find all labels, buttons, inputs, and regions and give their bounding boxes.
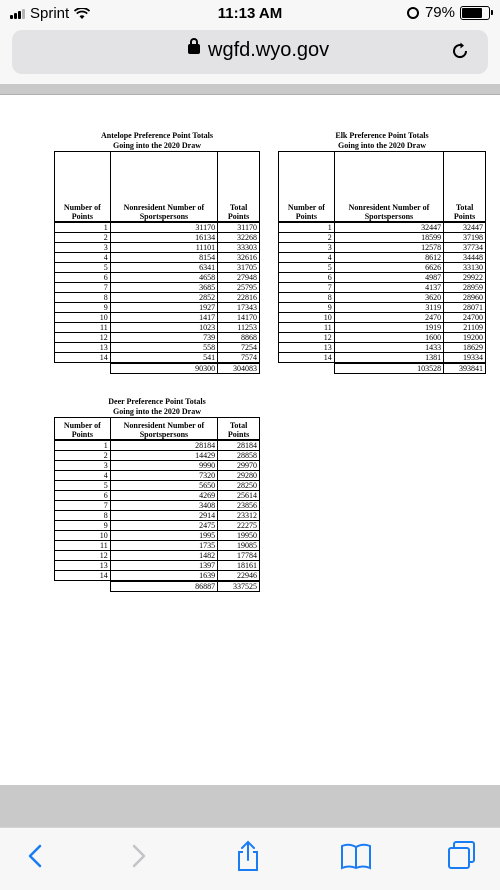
status-bar [0,0,500,26]
points-cell: 7 [279,282,335,292]
address-bar[interactable] [12,30,488,74]
alarm-icon [407,7,419,19]
points-cell: 7 [55,282,111,292]
table-row [279,242,486,252]
total-points-cell: 32447 [444,222,486,233]
points-cell: 11 [55,322,111,332]
table-row [55,520,260,530]
sportspersons-cell: 2470 [334,312,443,322]
points-cell: 2 [55,232,111,242]
total-row [279,363,486,374]
table-row [55,332,260,342]
table-row [279,342,486,352]
table-row [279,332,486,342]
table-row [279,232,486,242]
chevron-left-icon[interactable] [18,838,54,874]
total-points-cell: 8868 [218,332,260,342]
table-row [55,322,260,332]
table-row [55,292,260,302]
table-row [55,282,260,292]
sportspersons-cell: 4137 [334,282,443,292]
table-row [55,530,260,540]
total-points-cell: 37198 [444,232,486,242]
points-cell: 14 [55,570,111,581]
sportspersons-cell: 1417 [110,312,217,322]
total-points-cell: 22816 [218,292,260,302]
chevron-right-icon[interactable] [120,838,156,874]
battery-info [407,4,490,21]
points-cell: 1 [55,222,111,233]
table-row [55,480,260,490]
points-cell: 3 [55,460,111,470]
total-points-cell: 22275 [218,520,260,530]
deer-table [54,417,260,592]
table-row [55,470,260,480]
points-cell: 12 [55,550,111,560]
browser-toolbar [0,827,500,890]
table-row [55,262,260,272]
table-row [55,440,260,451]
points-cell: 13 [279,342,335,352]
clock: 11:13 AM [217,5,283,22]
document-page [0,95,500,785]
points-cell: 8 [55,510,111,520]
total-points-cell: 17343 [218,302,260,312]
battery-percent: 79% [424,4,455,21]
col-sportspersons-header: Nonresident Number of Sportspersons [110,418,217,440]
sportspersons-cell: 6341 [110,262,217,272]
col-points-header: Number of Points [55,418,111,440]
points-cell: 8 [279,292,335,302]
sportspersons-cell: 3685 [110,282,217,292]
elk-table [278,151,486,374]
total-points-cell: 29280 [218,470,260,480]
table-row [279,252,486,262]
col-sportspersons-header: Nonresident Number of Sportspersons [110,152,217,222]
sportspersons-cell: 1397 [110,560,217,570]
total-points-cell: 18629 [444,342,486,352]
total-points-cell: 19950 [218,530,260,540]
points-cell: 5 [55,480,111,490]
sportspersons-cell: 1735 [110,540,217,550]
carrier-label: Sprint [30,5,70,22]
points-cell: 11 [55,540,111,550]
elk-subtitle: Going into the 2020 Draw [338,141,426,150]
table-row [55,560,260,570]
total-points-cell: 28184 [218,440,260,451]
table-row [55,540,260,550]
table-row [279,312,486,322]
points-cell: 6 [55,272,111,282]
col-total-header: Total Points [444,152,486,222]
total-points-cell: 29922 [444,272,486,282]
points-cell: 12 [279,332,335,342]
total-points-cell: 14170 [218,312,260,322]
points-cell: 6 [279,272,335,282]
sportspersons-cell: 4269 [110,490,217,500]
table-row [55,550,260,560]
points-cell: 9 [55,520,111,530]
points-cell: 10 [55,530,111,540]
table-row [55,272,260,282]
antelope-table [54,151,260,374]
antelope-title: Antelope Preference Point Totals [101,131,213,140]
sportspersons-cell: 1639 [110,570,217,581]
table-row [55,460,260,470]
total-points-cell: 22946 [218,570,260,581]
table-row [55,352,260,363]
col-points-header: Number of Points [279,152,335,222]
sportspersons-cell: 12578 [334,242,443,252]
points-cell: 8 [55,292,111,302]
sportspersons-cell: 1600 [334,332,443,342]
table-row [279,322,486,332]
page-bottom-margin [0,785,500,827]
points-cell: 9 [55,302,111,312]
total-points-cell: 33303 [218,242,260,252]
total-points-cell: 23856 [218,500,260,510]
points-total-cell: 393841 [444,363,486,374]
points-cell: 2 [55,450,111,460]
table-row [55,570,260,581]
total-points-cell: 28959 [444,282,486,292]
total-points-cell: 33130 [444,262,486,272]
sportspersons-cell: 2852 [110,292,217,302]
total-row [55,363,260,374]
total-points-cell: 23312 [218,510,260,520]
sportspersons-cell: 3620 [334,292,443,302]
col-sportspersons-header: Nonresident Number of Sportspersons [334,152,443,222]
points-cell: 6 [55,490,111,500]
table-row [55,450,260,460]
sportspersons-cell: 1927 [110,302,217,312]
antelope-table-block [54,131,260,374]
total-points-cell: 28960 [444,292,486,302]
sportspersons-cell: 9990 [110,460,217,470]
table-row [279,272,486,282]
deer-subtitle: Going into the 2020 Draw [113,407,201,416]
sportspersons-total-cell: 86887 [110,581,217,592]
sportspersons-cell: 558 [110,342,217,352]
points-cell: 14 [279,352,335,363]
total-points-cell: 7254 [218,342,260,352]
book-icon[interactable] [338,838,374,874]
lock-icon [188,44,200,54]
points-cell: 2 [279,232,335,242]
sportspersons-cell: 32447 [334,222,443,233]
antelope-subtitle: Going into the 2020 Draw [113,141,201,150]
sportspersons-cell: 1433 [334,342,443,352]
total-points-cell: 31170 [218,222,260,233]
table-row [55,490,260,500]
sportspersons-cell: 6626 [334,262,443,272]
total-points-cell: 24700 [444,312,486,322]
reload-icon[interactable] [450,41,470,61]
points-total-cell: 337525 [218,581,260,592]
total-row [55,581,260,592]
sportspersons-cell: 3119 [334,302,443,312]
table-row [55,242,260,252]
table-row [279,262,486,272]
sportspersons-cell: 3408 [110,500,217,510]
total-points-cell: 11253 [218,322,260,332]
table-row [279,352,486,363]
table-row [55,312,260,322]
points-cell: 3 [55,242,111,252]
points-cell: 5 [279,262,335,272]
total-points-cell: 37734 [444,242,486,252]
total-points-cell: 19334 [444,352,486,363]
share-icon[interactable] [230,838,266,874]
points-cell: 13 [55,560,111,570]
sportspersons-cell: 4658 [110,272,217,282]
page-top-margin [0,84,500,95]
points-cell: 1 [279,222,335,233]
sportspersons-cell: 18599 [334,232,443,242]
points-cell: 10 [55,312,111,322]
blank-cell [279,363,335,374]
total-points-cell: 32268 [218,232,260,242]
address-bar-area [0,26,500,84]
total-points-cell: 31705 [218,262,260,272]
sportspersons-cell: 28184 [110,440,217,451]
total-points-cell: 21109 [444,322,486,332]
points-cell: 14 [55,352,111,363]
url-host[interactable]: wgfd.wyo.gov [208,39,330,61]
total-points-cell: 19200 [444,332,486,342]
sportspersons-cell: 739 [110,332,217,342]
table-row [279,222,486,233]
points-cell: 7 [55,500,111,510]
sportspersons-total-cell: 103528 [334,363,443,374]
col-total-header: Total Points [218,152,260,222]
total-points-cell: 18161 [218,560,260,570]
total-points-cell: 28071 [444,302,486,312]
table-row [55,302,260,312]
table-row [279,302,486,312]
points-cell: 4 [55,252,111,262]
sportspersons-cell: 5650 [110,480,217,490]
points-cell: 4 [55,470,111,480]
points-cell: 3 [279,242,335,252]
col-total-header: Total Points [218,418,260,440]
sportspersons-cell: 31170 [110,222,217,233]
sportspersons-cell: 1023 [110,322,217,332]
points-cell: 13 [55,342,111,352]
points-cell: 10 [279,312,335,322]
total-points-cell: 27948 [218,272,260,282]
sportspersons-cell: 11101 [110,242,217,252]
table-row [55,222,260,233]
total-points-cell: 25614 [218,490,260,500]
total-points-cell: 34448 [444,252,486,262]
deer-title: Deer Preference Point Totals [108,397,206,406]
sportspersons-cell: 1482 [110,550,217,560]
deer-table-block [54,397,260,592]
total-points-cell: 25795 [218,282,260,292]
total-points-cell: 28858 [218,450,260,460]
sportspersons-cell: 2475 [110,520,217,530]
sportspersons-cell: 1381 [334,352,443,363]
total-points-cell: 29970 [218,460,260,470]
points-cell: 4 [279,252,335,262]
table-row [279,282,486,292]
sportspersons-total-cell: 90300 [110,363,217,374]
table-row [55,232,260,242]
points-total-cell: 304083 [218,363,260,374]
table-row [55,510,260,520]
sportspersons-cell: 7320 [110,470,217,480]
sportspersons-cell: 1919 [334,322,443,332]
sportspersons-cell: 2914 [110,510,217,520]
table-row [55,342,260,352]
blank-cell [55,363,111,374]
col-points-header: Number of Points [55,152,111,222]
battery-icon [460,6,490,20]
points-cell: 1 [55,440,111,451]
sportspersons-cell: 14429 [110,450,217,460]
points-cell: 11 [279,322,335,332]
total-points-cell: 28250 [218,480,260,490]
table-row [55,252,260,262]
table-row [279,292,486,302]
elk-table-block [278,131,486,374]
elk-title: Elk Preference Point Totals [335,131,429,140]
sportspersons-cell: 16134 [110,232,217,242]
sportspersons-cell: 4987 [334,272,443,282]
points-cell: 5 [55,262,111,272]
table-row [55,500,260,510]
total-points-cell: 32616 [218,252,260,262]
points-cell: 9 [279,302,335,312]
total-points-cell: 7574 [218,352,260,363]
sportspersons-cell: 8154 [110,252,217,262]
total-points-cell: 19085 [218,540,260,550]
tabs-icon[interactable] [444,838,480,874]
total-points-cell: 17784 [218,550,260,560]
sportspersons-cell: 8612 [334,252,443,262]
sportspersons-cell: 1995 [110,530,217,540]
sportspersons-cell: 541 [110,352,217,363]
points-cell: 12 [55,332,111,342]
blank-cell [55,581,111,592]
